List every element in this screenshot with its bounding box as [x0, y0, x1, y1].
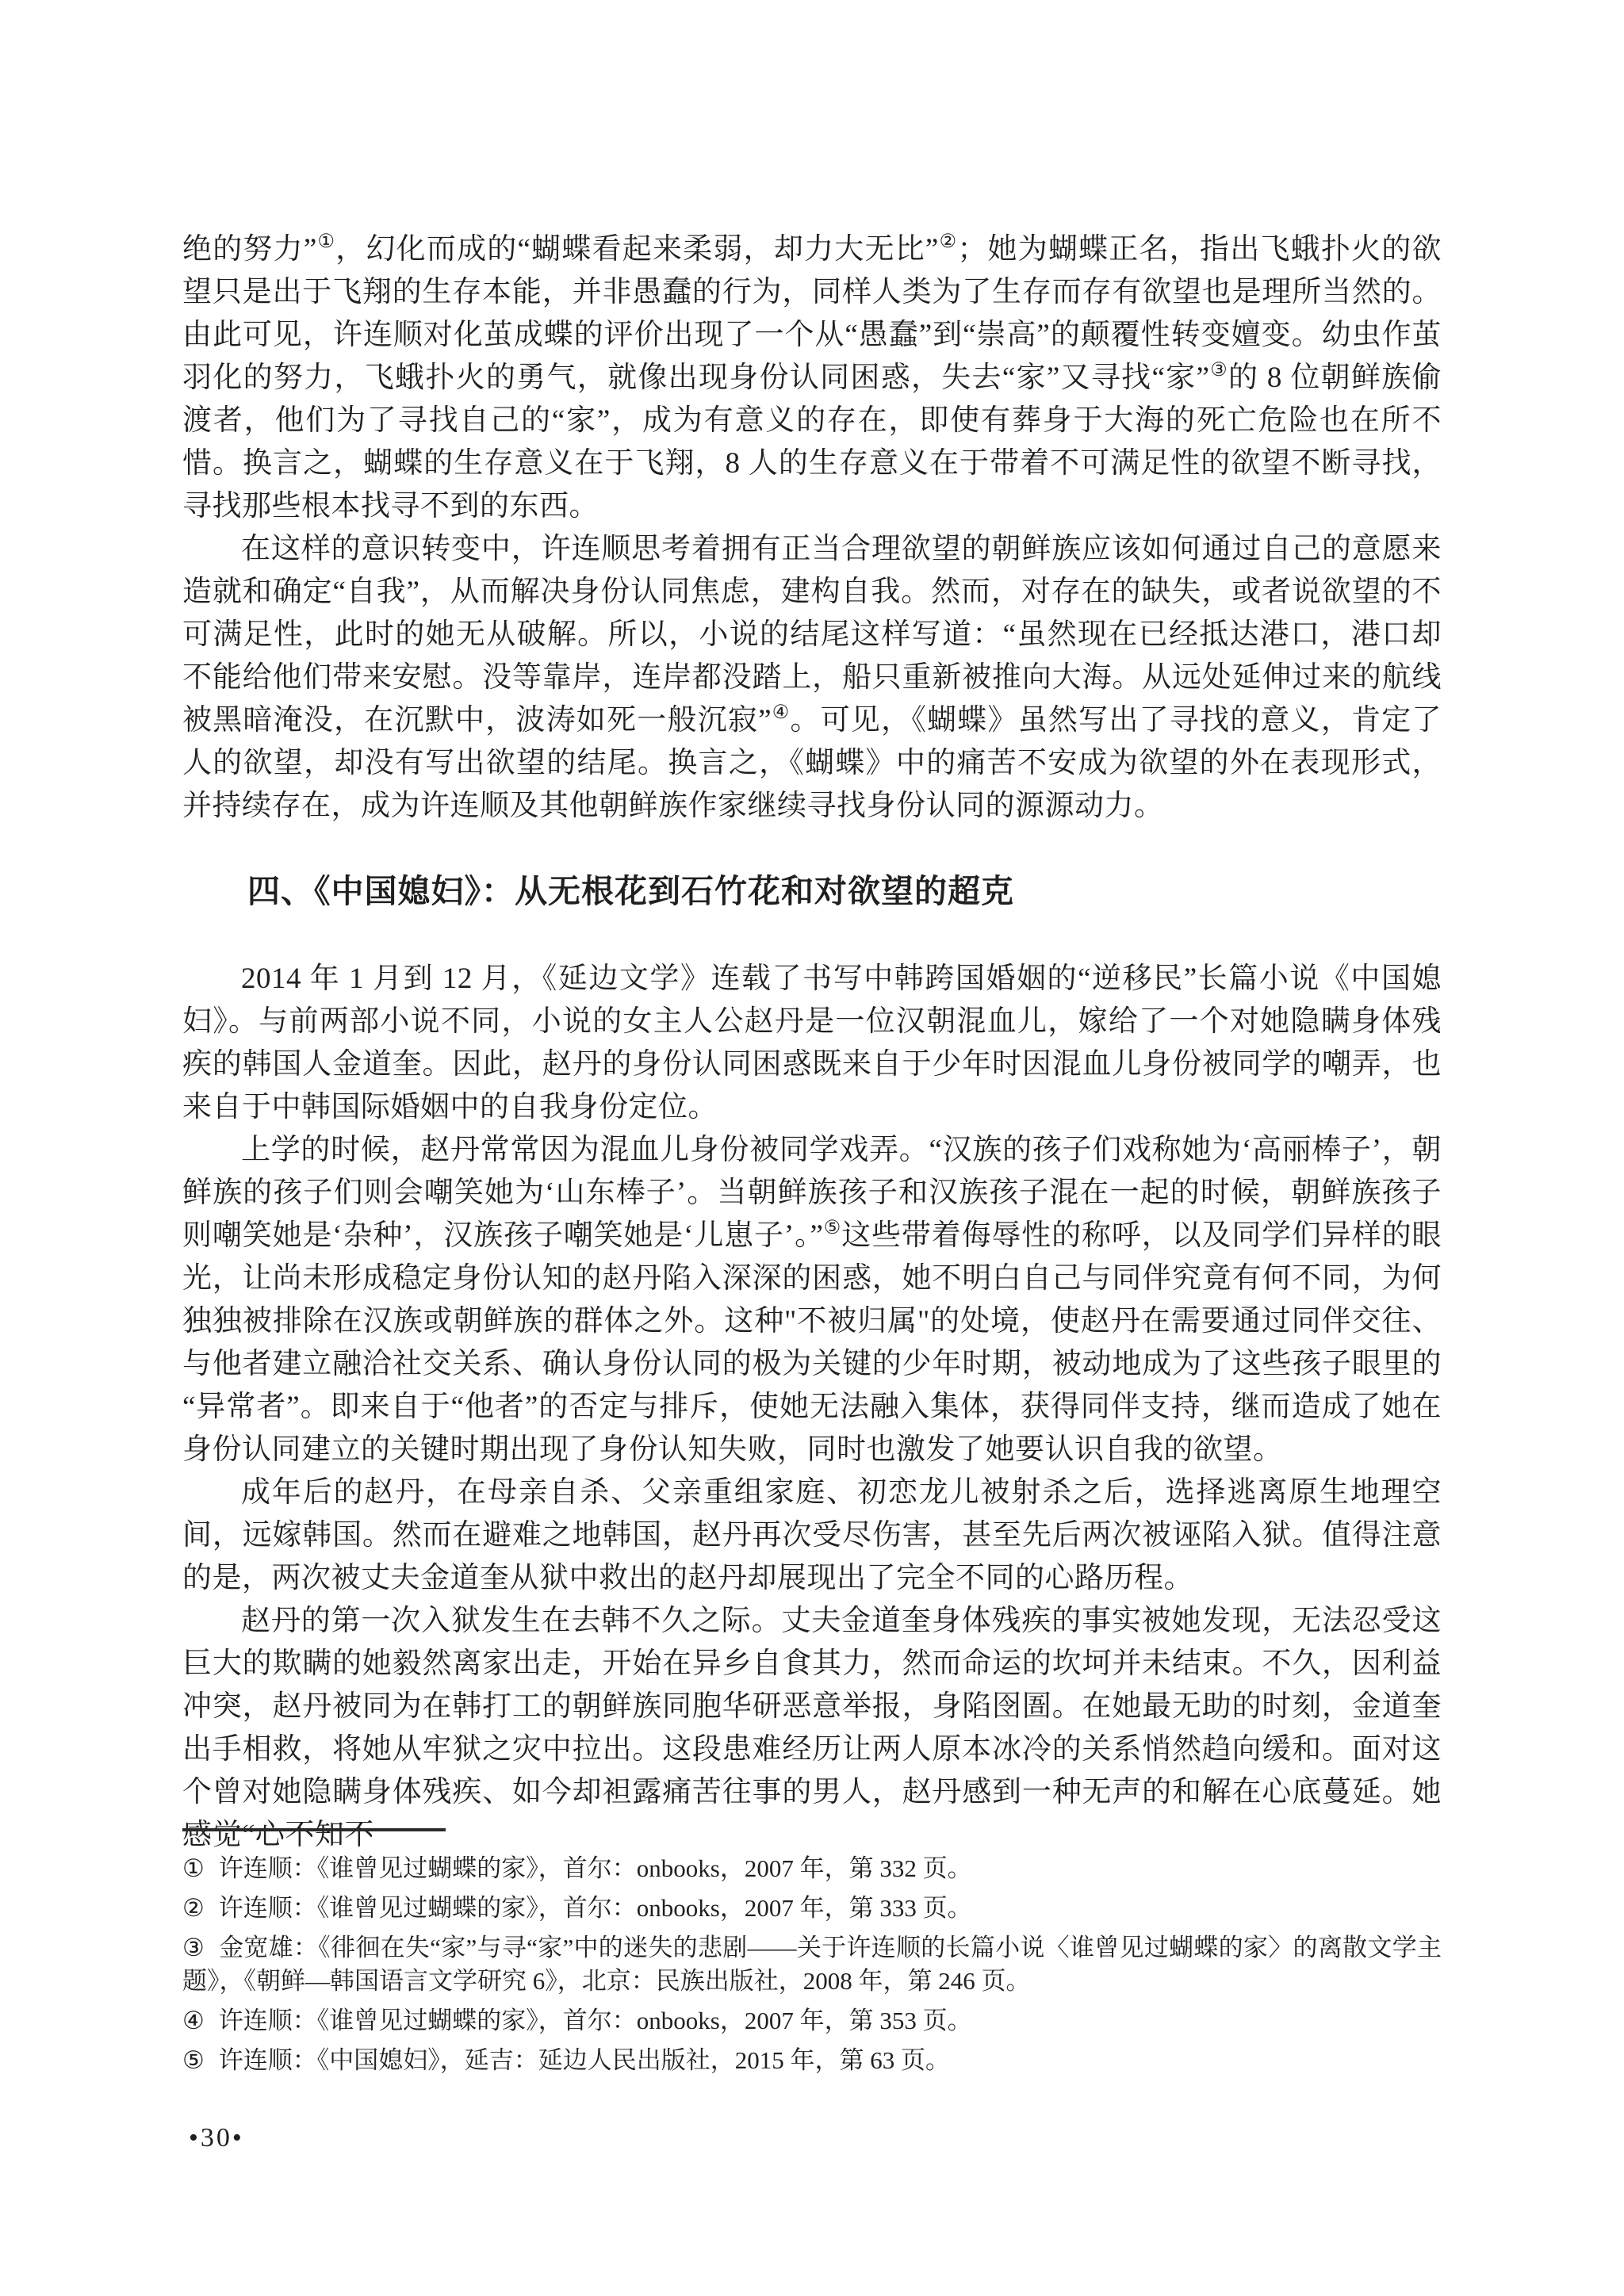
text-run: 这些带着侮辱性的称呼，以及同学们异样的眼光，让尚未形成稳定身份认知的赵丹陷入深深的困惑，她不明白自己与同伴究竟有何不同，为何独独被排除在汉族或朝鲜族的群体之外。这种"不被归属"的处境，使赵丹在需要通过同伴交往、与他者建立融洽社交关系、确认身份认同的极为关键的少年时期，被动地成为了这些孩子眼里的“异常者”。即来自于“他者”的否定与排斥，使她无法融入集体，获得同伴支持，继而造成了她在身份认同建立的关键时期出现了身份认知失败，同时也激发了她要认识自我的欲望。: [182, 1219, 1442, 1466]
paragraph-continuation: [182, 228, 1442, 528]
footnote-number: ④: [182, 2007, 205, 2034]
footnote-number: ②: [182, 1894, 205, 1922]
footnote-text: 金宽雄：《徘徊在失“家”与寻“家”中的迷失的悲剧——关于许连顺的长篇小说〈谁曾见过蝴蝶的家〉的离散文学主题》，《朝鲜—韩国语言文学研究 6》，北京：民族出版社，2008 年，第 246 页。: [182, 1934, 1442, 1995]
footnote-text: 许连顺：《谁曾见过蝴蝶的家》，首尔：onbooks，2007 年，第 333 页。: [218, 1894, 972, 1922]
footnote-item: [182, 1892, 1442, 1925]
footnote-item: [182, 1931, 1442, 1998]
text-run: 绝的努力”: [182, 233, 317, 266]
footnote-item: [182, 2004, 1442, 2038]
footnote-item: [182, 1852, 1442, 1885]
footnote-text: 许连顺：《谁曾见过蝴蝶的家》，首尔：onbooks，2007 年，第 353 页。: [218, 2007, 972, 2034]
footnote-ref-3: ③: [1209, 360, 1228, 381]
footnote-number: ⑤: [182, 2046, 205, 2074]
section-heading: 四、《中国媳妇》：从无根花到石竹花和对欲望的超克: [247, 873, 1014, 909]
text-run: 在这样的意识转变中，许连顺思考着拥有正当合理欲望的朝鲜族应该如何通过自己的意愿来造就和确定“自我”，从而解决身份认同焦虑，建构自我。然而，对存在的缺失，或者说欲望的不可满足性，此时的她无从破解。所以，小说的结尾这样写道：“虽然现在已经抵达港口，港口却不能给他们带来安慰。没等靠岸，连岸都没踏上，船只重新被推向大海。从远处延伸过来的航线被黑暗淹没，在沉默中，波涛如死一般沉寂”: [182, 533, 1442, 737]
paragraph: [182, 1129, 1442, 1471]
footnote-ref-4: ④: [772, 702, 791, 723]
footnote-ref-1: ①: [316, 232, 336, 252]
page-number: •30•: [189, 2123, 244, 2152]
text-run: ；她为蝴蝶正名，指出飞蛾扑火的欲望只是出于飞翔的生存本能，并非愚蠢的行为，同样人类为了生存而存有欲望也是理所当然的。由此可见，许连顺对化茧成蝶的评价出现了一个从“愚蠢”到“崇高”的颠覆性转变嬗变。幼虫作茧羽化的努力，飞蛾扑火的勇气，就像出现身份认同困惑，失去“家”又寻找“家”: [182, 233, 1442, 394]
paragraph: 赵丹的第一次入狱发生在去韩不久之际。丈夫金道奎身体残疾的事实被她发现，无法忍受这巨大的欺瞒的她毅然离家出走，开始在异乡自食其力，然而命运的坎坷并未结束。不久，因利益冲突，赵丹被同为在韩打工的朝鲜族同胞华研恶意举报，身陷囹圄。在她最无助的时刻，金道奎出手相救，将她从牢狱之灾中拉出。这段患难经历让两人原本冰冷的关系悄然趋向缓和。面对这个曾对她隐瞒身体残疾、如今却袒露痛苦往事的男人，赵丹感到一种无声的和解在心底蔓延。她感觉“心不知不: [182, 1605, 1442, 1851]
footnote-text: 许连顺：《谁曾见过蝴蝶的家》，首尔：onbooks，2007 年，第 332 页。: [218, 1854, 972, 1882]
text-run: ，幻化而成的“蝴蝶看起来柔弱，却力大无比”: [335, 233, 939, 266]
footnote-ref-2: ②: [938, 232, 958, 252]
paragraph: 2014 年 1 月到 12 月，《延边文学》连载了书写中韩跨国婚姻的“逆移民”长篇小说《中国媳妇》。与前两部小说不同，小说的女主人公赵丹是一位汉朝混血儿，嫁给了一个对她隐瞒身体残疾的韩国人金道奎。因此，赵丹的身份认同困惑既来自于少年时因混血儿身份被同学的嘲弄，也来自于中韩国际婚姻中的自我身份定位。: [182, 962, 1442, 1123]
paragraph: 成年后的赵丹，在母亲自杀、父亲重组家庭、初恋龙儿被射杀之后，选择逃离原生地理空间，远嫁韩国。然而在避难之地韩国，赵丹再次受尽伤害，甚至先后两次被诬陷入狱。值得注意的是，两次被丈夫金道奎从狱中救出的赵丹却展现出了完全不同的心路历程。: [182, 1476, 1442, 1594]
footnote-separator: [182, 1828, 446, 1831]
footnote-number: ③: [182, 1934, 205, 1961]
text-run: 上学的时候，赵丹常常因为混血儿身份被同学戏弄。“汉族的孩子们戏称她为‘高丽棒子’，朝鲜族的孩子们则会嘲笑她为‘山东棒子’。当朝鲜族孩子和汉族孩子混在一起的时候，朝鲜族孩子则嘲笑她是‘杂种’，汉族孩子嘲笑她是‘儿崽子’。”: [182, 1134, 1442, 1252]
text-run: 的 8 位朝鲜族偷渡者，他们为了寻找自己的“家”，成为有意义的存在，即使有葬身于大海的死亡危险也在所不惜。换言之，蝴蝶的生存意义在于飞翔，8 人的生存意义在于带着不可满足性的欲望不断寻找，寻找那些根本找寻不到的东西。: [182, 362, 1442, 522]
footnote-item: [182, 2044, 1442, 2077]
paragraph: [182, 528, 1442, 828]
text-run: 。可见，《蝴蝶》虽然写出了寻找的意义，肯定了人的欲望，却没有写出欲望的结尾。换言之，《蝴蝶》中的痛苦不安成为欲望的外在表现形式，并持续存在，成为许连顺及其他朝鲜族作家继续寻找身份认同的源源动力。: [182, 704, 1442, 822]
article-body: [182, 228, 1442, 1857]
footnote-ref-5: ⑤: [823, 1218, 842, 1238]
footnotes-section: [182, 1828, 1442, 2084]
footnote-number: ①: [182, 1854, 205, 1882]
footnote-text: 许连顺：《中国媳妇》，延吉：延边人民出版社，2015 年，第 63 页。: [218, 2046, 951, 2074]
